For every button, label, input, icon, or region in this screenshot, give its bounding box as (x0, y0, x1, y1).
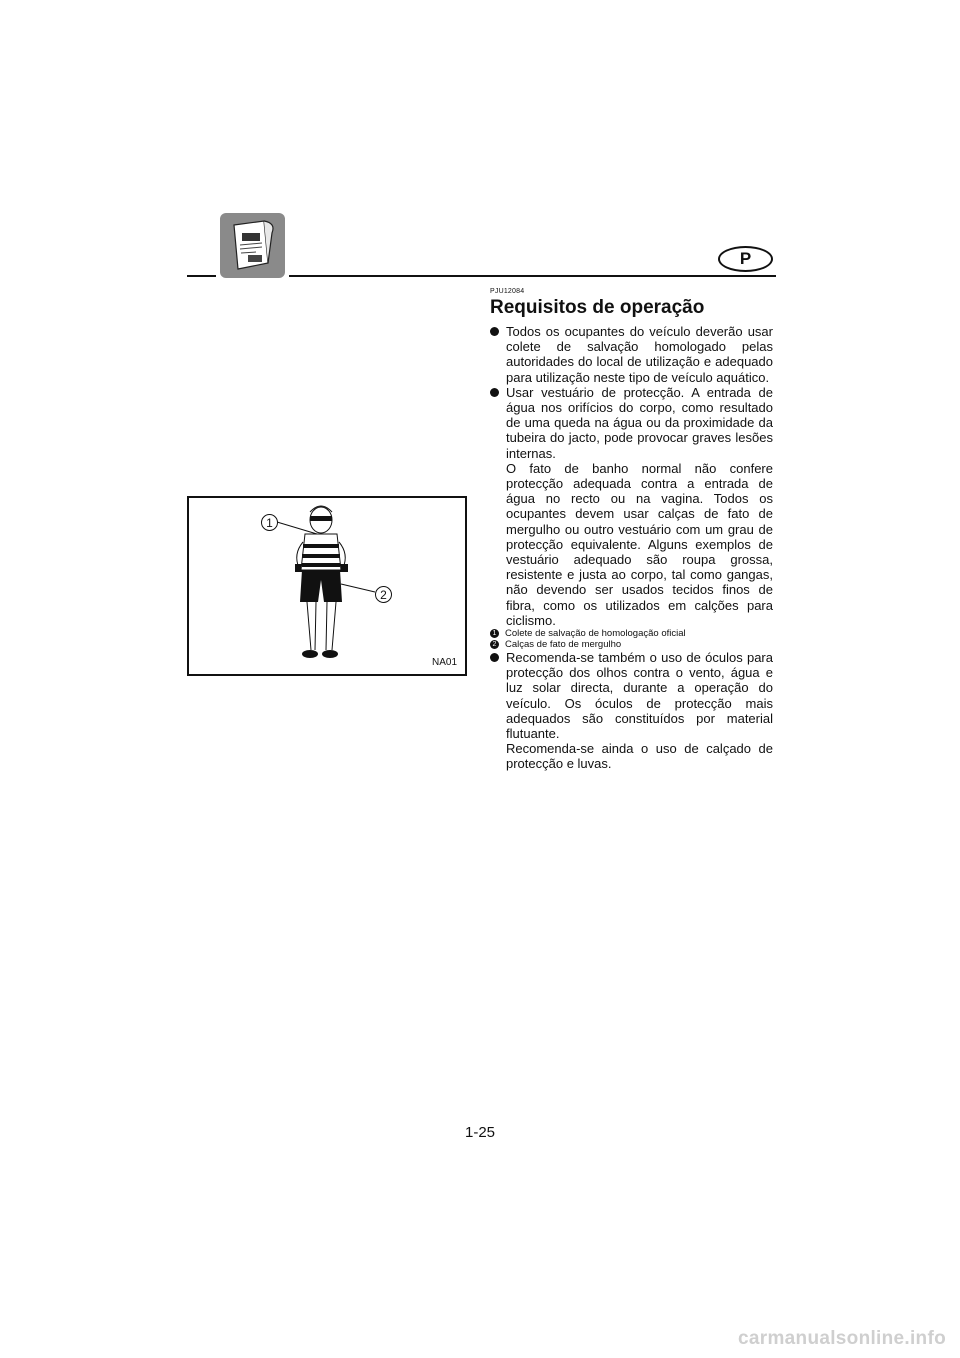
bullet-dot-icon (490, 388, 499, 397)
legend-item-1 (490, 628, 773, 639)
bullet-paragraph: Recomenda-se ainda o uso de calçado de protecção e luvas. (506, 741, 773, 772)
manual-book-icon (220, 213, 285, 278)
legend-label: Colete de salvação de homologação oficial (505, 628, 686, 640)
callout-1: 1 (261, 514, 278, 531)
bullet-paragraph: O fato de banho normal não confere protecção adequada contra a entrada de água no recto ou na vagina. Todos os ocupantes devem usar calças de fato de mergulho ou outro vestuário com um grau de protecção equivalente. Alguns exemplos de vestuário adequado são roupa grossa, resistente e justa ao corpo, tal como gangas, não devendo ser usados tecidos finos de fibra, como os utilizados em calções para ciclismo. (506, 460, 773, 628)
person-wearing-vest-drawing (189, 498, 465, 674)
header-rule-left (187, 275, 216, 277)
illustration-life-vest (187, 496, 467, 676)
bullet-text: Recomenda-se também o uso de óculos para protecção dos olhos contra o vento, água e luz solar directa, durante a operação do veículo. Os óculos de protecção mais adequados são constituídos por material flutuante. (506, 650, 773, 742)
bullet-item (490, 324, 773, 385)
bullet-dot-icon (490, 653, 499, 662)
legend-number: 2 (490, 640, 499, 649)
bullet-item (490, 385, 773, 461)
section-title: Requisitos de operação (490, 297, 705, 318)
document-code: PJU12084 (490, 288, 525, 295)
legend-item-2 (490, 639, 773, 650)
header-rule-right (289, 275, 776, 277)
text-column (490, 288, 773, 772)
language-badge: P (718, 246, 773, 272)
page-number: 1-25 (464, 1124, 496, 1141)
legend-label: Calças de fato de mergulho (505, 639, 622, 651)
bullet-item (490, 650, 773, 741)
watermark: carmanualsonline.info (738, 1328, 946, 1349)
bullet-dot-icon (490, 327, 499, 336)
bullet-text: Todos os ocupantes do veículo deverão usar colete de salvação homologado pelas autoridades do local de utilização e adequado para utilização neste tipo de veículo aquático. (506, 324, 773, 385)
figure-code: NA01 (431, 657, 457, 668)
callout-2: 2 (375, 586, 392, 603)
legend-number: 1 (490, 629, 499, 638)
bullet-text: Usar vestuário de protecção. A entrada de água nos orifícios do corpo, como resultado de uma queda na água ou da proximidade da tubeira do jacto, pode provocar graves lesões internas. (506, 384, 773, 461)
